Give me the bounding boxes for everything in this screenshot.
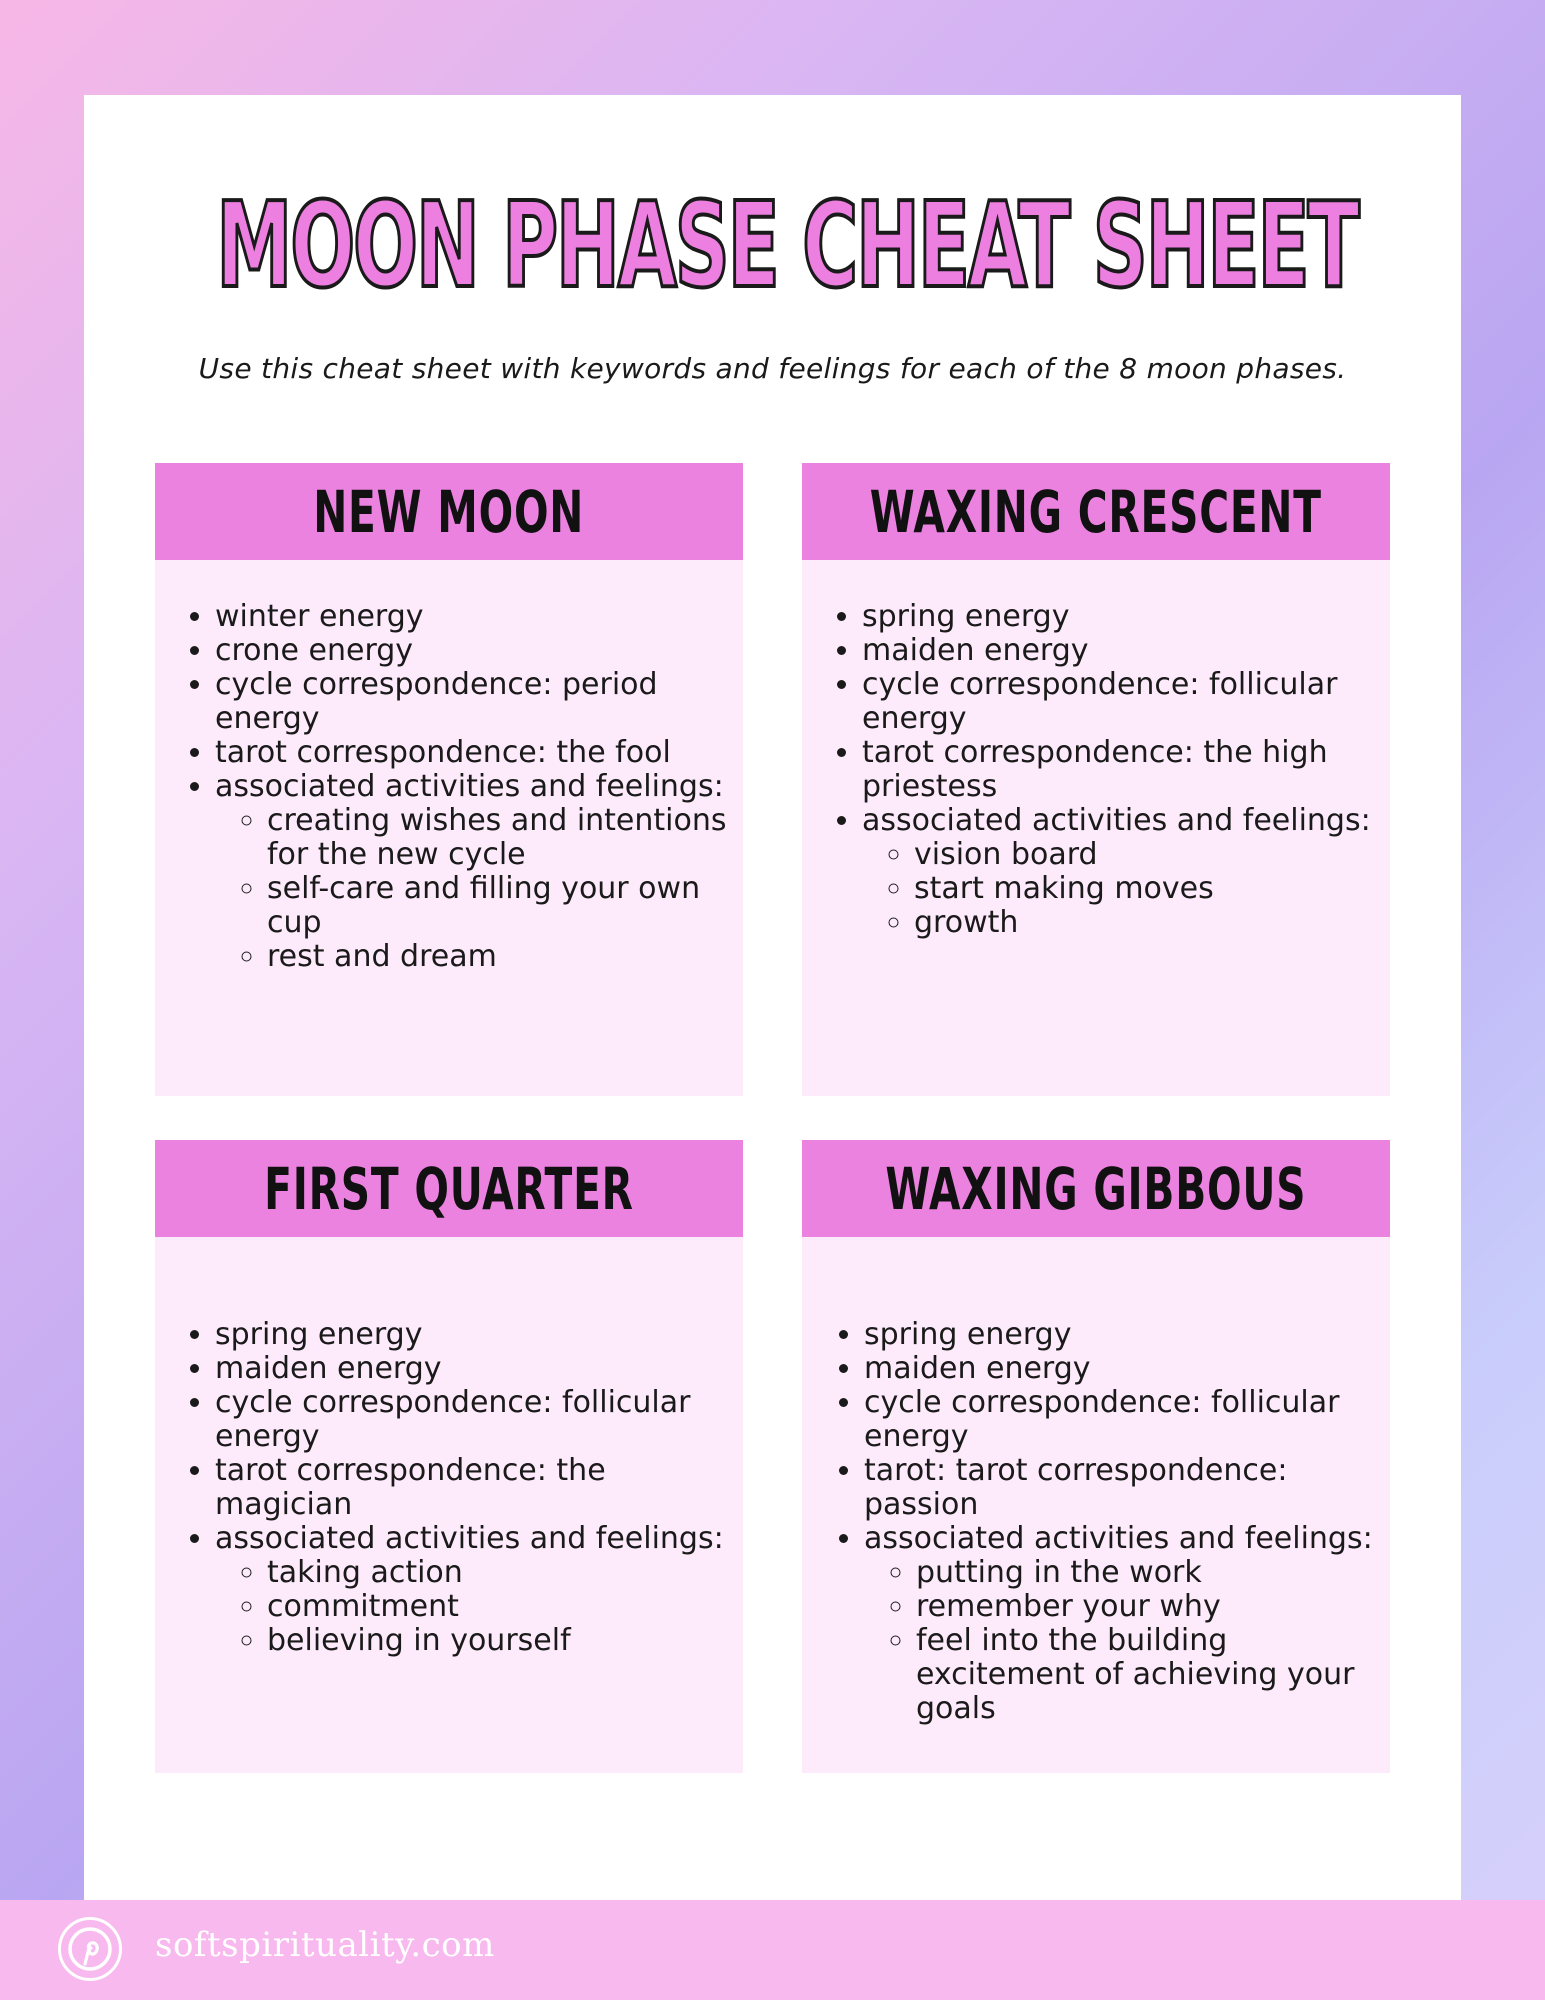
list-item: • maiden energy [215,1352,735,1386]
list-item: • tarot correspondence: the fool [215,736,735,770]
activities-list [215,804,735,974]
activity-item: ◦ believing in yourself [267,1624,735,1658]
page-subtitle: Use this cheat sheet with keywords and feelings for each of the 8 moon phases. [198,352,1347,385]
activity-item: ◦ self-care and filling your own cup [267,872,735,940]
activities-list [862,838,1382,940]
list-item: • crone energy [215,634,735,668]
list-item: • cycle correspondence: follicular energy [864,1386,1382,1454]
website-link[interactable]: softspirituality.com [155,1925,495,1965]
card-heading: FIRST QUARTER [264,1154,634,1223]
card-new-moon [155,463,743,1096]
card-header [802,463,1390,560]
activity-item: ◦ rest and dream [267,940,735,974]
activities-list [864,1556,1382,1726]
list-item: • cycle correspondence: period energy [215,668,735,736]
activity-item: ◦ remember your why [916,1590,1382,1624]
card-list [155,600,735,974]
activity-item: ◦ commitment [267,1590,735,1624]
list-item: • spring energy [862,600,1382,634]
card-heading: WAXING CRESCENT [869,477,1323,546]
activity-item: ◦ growth [914,906,1382,940]
list-item-label: associated activities and feelings: [215,769,724,804]
activity-item: ◦ taking action [267,1556,735,1590]
list-item [862,804,1382,940]
activity-item: ◦ start making moves [914,872,1382,906]
list-item-label: associated activities and feelings: [864,1521,1373,1556]
card-waxing-gibbous [802,1140,1390,1773]
list-item: • cycle correspondence: follicular energy [215,1386,735,1454]
list-item: • tarot correspondence: the magician [215,1454,735,1522]
card-list [802,1318,1382,1726]
page-title: MOON PHASE CHEAT SHEET [216,176,1358,314]
card-heading: WAXING GIBBOUS [885,1154,1307,1223]
list-item-label: associated activities and feelings: [862,803,1371,838]
list-item: • cycle correspondence: follicular energy [862,668,1382,736]
list-item [864,1522,1382,1726]
list-item: • winter energy [215,600,735,634]
card-list [802,600,1382,940]
list-item: • spring energy [215,1318,735,1352]
activity-item: ◦ vision board [914,838,1382,872]
activity-item: ◦ putting in the work [916,1556,1382,1590]
card-header [802,1140,1390,1237]
list-item-label: associated activities and feelings: [215,1521,724,1556]
list-item: • maiden energy [862,634,1382,668]
activity-item: ◦ feel into the building excitement of achieving your goals [916,1624,1382,1726]
list-item [215,1522,735,1658]
list-item: • maiden energy [864,1352,1382,1386]
card-header [155,463,743,560]
card-header [155,1140,743,1237]
list-item: • spring energy [864,1318,1382,1352]
pinterest-icon[interactable] [58,1917,122,1981]
list-item: • tarot correspondence: the high priestess [862,736,1382,804]
list-item [215,770,735,974]
activities-list [215,1556,735,1658]
list-item: • tarot: tarot correspondence: passion [864,1454,1382,1522]
card-heading: NEW MOON [313,477,585,546]
card-first-quarter [155,1140,743,1773]
card-list [155,1318,735,1658]
activity-item: ◦ creating wishes and intentions for the new cycle [267,804,735,872]
card-waxing-crescent [802,463,1390,1096]
